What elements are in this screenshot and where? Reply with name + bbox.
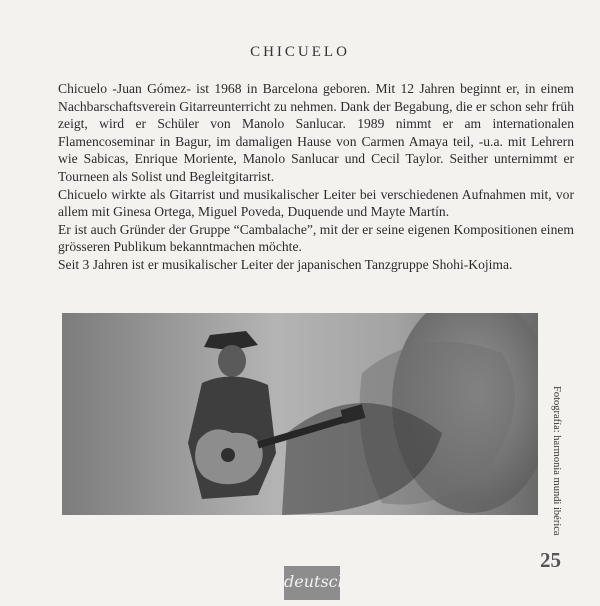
paragraph: Er ist auch Gründer der Gruppe “Cambalache”, mit der er seine eigenen Kompositionen einem grösseren Publikum bekanntmachen möchte. (58, 221, 574, 255)
page-title: CHICUELO (250, 44, 350, 60)
page-number: 25 (540, 548, 561, 572)
language-label: deutsch (284, 572, 348, 591)
biography-text (58, 80, 574, 274)
paragraph: Chicuelo wirkte als Gitarrist und musikalischer Leiter bei verschiedenen Aufnahmen mit, vor allem mit Ginesa Ortega, Miguel Poveda, Duquende und Mayte Martín. (58, 186, 574, 220)
guitarist-photo (62, 313, 538, 515)
language-tab (284, 566, 348, 600)
photo-credit: Fotografía: harmonia mundi ibérica (551, 386, 562, 536)
paragraph: Chicuelo -Juan Gómez- ist 1968 in Barcelona geboren. Mit 12 Jahren beginnt er, in einem Nachbarschaftsverein Gitarreunterricht zu nehmen. Dank der Begabung, die er schon sehr früh zeigt, wird er Schüler von Manolo Sanlucar. 1989 nimmt er am internationalen Flamencoseminar in Bagur, im damaligen Hause von Carmen Amaya teil, -u.a. mit Lehrern wie Sabicas, Enrique Moriente, Manolo Sanlucar und Cecil Taylor. Seither unternimmt er Tourneen als Solist und Begleitgitarrist. (58, 81, 574, 184)
paragraph: Seit 3 Jahren ist er musikalischer Leiter der japanischen Tanzgruppe Shohi-Kojima. (58, 256, 513, 272)
